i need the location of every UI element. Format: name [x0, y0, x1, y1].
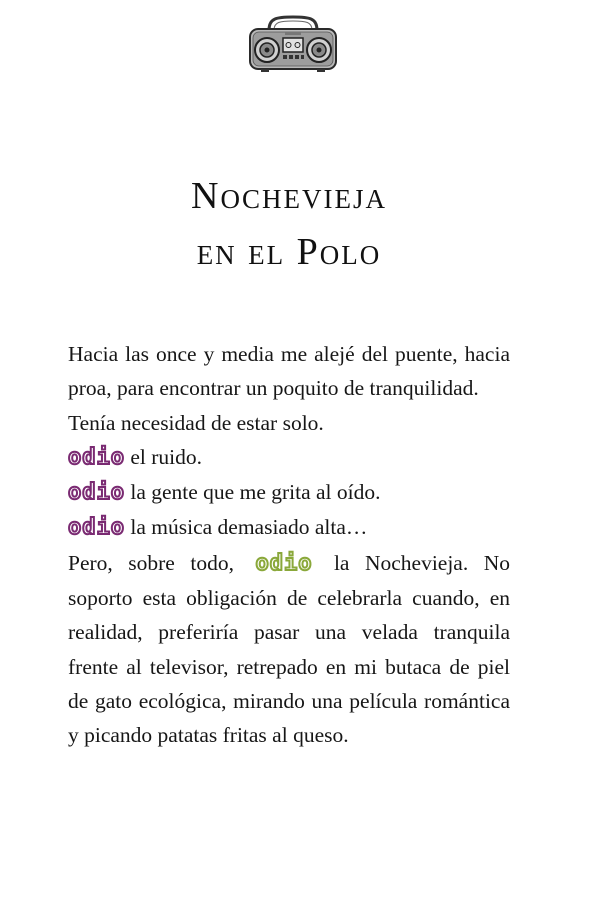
paragraph-6-start: Pero, sobre todo, [68, 550, 234, 575]
paragraph-2: Tenía necesidad de estar solo. [68, 410, 324, 435]
paragraph-3 [68, 440, 510, 475]
odio-word: odio [68, 515, 125, 541]
odio-word-highlight: odio [255, 550, 313, 576]
paragraph-6 [68, 546, 510, 753]
chapter-title-line-1: Nochevieja [191, 175, 387, 217]
body-text [68, 337, 510, 753]
paragraph-4 [68, 475, 510, 510]
paragraph-5-rest: la música demasiado alta… [124, 515, 368, 540]
boombox-icon [247, 14, 339, 74]
chapter-title-line-2: en el Polo [196, 231, 382, 273]
chapter-title [0, 168, 578, 280]
paragraph-1: Hacia las once y media me alejé del puente, hacia proa, para encontrar un poquito de tranquilidad. [68, 342, 510, 401]
paragraph-3-rest: el ruido. [124, 444, 203, 469]
paragraph-6-rest: la Nochevieja. No soporto esta obligación de celebrarla cuando, en realidad, preferiría pasar una velada tranquila frente al televisor, retrepado en mi butaca de piel de gato ecológica, mirando una película romántica y picando patatas fritas al queso. [68, 550, 510, 748]
odio-word: odio [68, 480, 125, 506]
paragraph-4-rest: la gente que me grita al oído. [124, 480, 381, 505]
paragraph-5 [68, 510, 510, 545]
odio-word: odio [68, 444, 125, 470]
